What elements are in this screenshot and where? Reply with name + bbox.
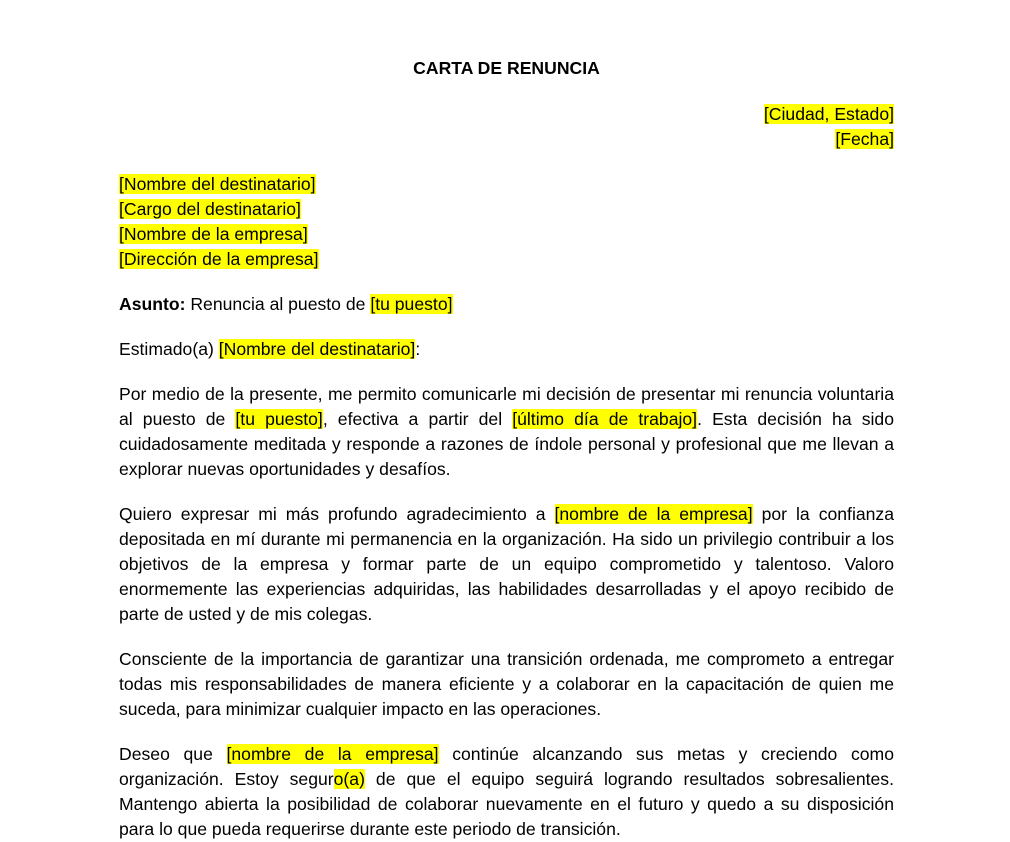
paragraph-4-text-c: de que el equipo seguirá logrando resultados sobresalientes. Mantengo abierta la posibilidad de colaborar nuevamente en el futuro y quedo a su disposición para lo que pueda requerirse durante este periodo de transición. xyxy=(119,769,894,839)
letter-page xyxy=(119,56,894,842)
date-placeholder: [Fecha] xyxy=(835,129,894,149)
recipient-position-placeholder: [Cargo del destinatario] xyxy=(119,199,301,219)
paragraph-2-company-placeholder: [nombre de la empresa] xyxy=(554,504,753,524)
paragraph-1-text-b: , efectiva a partir del xyxy=(322,409,513,429)
recipient-block xyxy=(119,172,894,272)
paragraph-4 xyxy=(119,742,894,842)
city-state-placeholder: [Ciudad, Estado] xyxy=(763,104,894,124)
greeting-line xyxy=(119,337,894,362)
subject-label: Asunto: xyxy=(119,294,186,314)
paragraph-4-company-placeholder: [nombre de la empresa] xyxy=(226,744,439,764)
paragraph-4-text-a: Deseo que xyxy=(119,744,227,764)
paragraph-4-text-b: continúe alcanzando sus metas y creciendo como organización. Estoy segur xyxy=(119,744,894,789)
subject-position-placeholder: [tu puesto] xyxy=(370,294,453,314)
paragraph-2-text-a: Quiero expresar mi más profundo agradecimiento a xyxy=(119,504,555,524)
paragraph-3 xyxy=(119,647,894,722)
paragraph-1-text-c: . Esta decisión ha sido cuidadosamente meditada y responde a razones de índole personal y profesional que me llevan a explorar nuevas oportunidades y desafíos. xyxy=(119,409,894,479)
paragraph-1-position-placeholder: [tu puesto] xyxy=(235,409,323,429)
paragraph-1-lastday-placeholder: [último día de trabajo] xyxy=(512,409,698,429)
company-address-placeholder: [Dirección de la empresa] xyxy=(119,249,319,269)
company-name-placeholder: [Nombre de la empresa] xyxy=(119,224,308,244)
greeting-suffix: : xyxy=(415,339,421,359)
paragraph-1-text-a: Por medio de la presente, me permito comunicarle mi decisión de presentar mi renuncia voluntaria al puesto de xyxy=(119,384,894,429)
subject-line xyxy=(119,292,894,317)
paragraph-2-text-b: por la confianza depositada en mí durante mi permanencia en la organización. Ha sido un privilegio contribuir a los objetivos de la empresa y formar parte de un equipo comprometido y talentoso. Valoro enormemente las experiencias adquiridas, las habilidades desarrolladas y el apoyo recibido de parte de usted y de mis colegas. xyxy=(119,504,895,624)
paragraph-1 xyxy=(119,382,894,482)
greeting-prefix: Estimado(a) xyxy=(119,339,219,359)
paragraph-4-gender-placeholder: o(a) xyxy=(333,769,365,789)
place-date-block xyxy=(119,102,894,152)
recipient-name-placeholder: [Nombre del destinatario] xyxy=(119,174,316,194)
paragraph-2 xyxy=(119,502,894,627)
greeting-name-placeholder: [Nombre del destinatario] xyxy=(218,339,416,359)
subject-text: Renuncia al puesto de xyxy=(185,294,371,314)
paragraph-3-text-a: Consciente de la importancia de garantizar una transición ordenada, me comprometo a entregar todas mis responsabilidades de manera eficiente y a colaborar en la capacitación de quien me suceda, para minimizar cualquier impacto en las operaciones. xyxy=(119,649,894,719)
letter-title: CARTA DE RENUNCIA xyxy=(413,58,600,78)
